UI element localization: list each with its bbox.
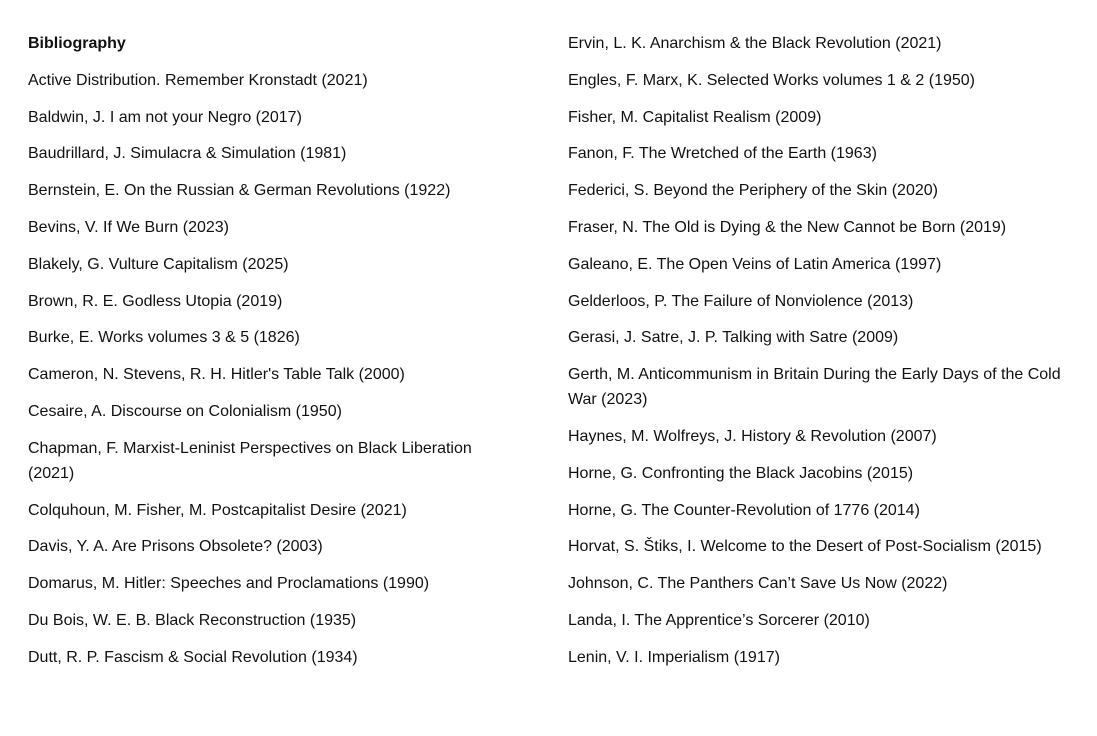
- bibliography-entry: Blakely, G. Vulture Capitalism (2025): [28, 255, 289, 273]
- bibliography-entry: Gerasi, J. Satre, J. P. Talking with Satre (2009): [568, 329, 899, 347]
- bibliography-heading: Bibliography: [28, 35, 126, 52]
- bibliography-entry: Engles, F. Marx, K. Selected Works volumes 1 & 2 (1950): [568, 71, 975, 89]
- bibliography-entry: Du Bois, W. E. B. Black Reconstruction (1935): [28, 611, 357, 629]
- bibliography-left-column: [28, 31, 518, 682]
- bibliography-entry: Landa, I. The Apprentice’s Sorcerer (2010): [568, 611, 870, 629]
- bibliography-entry: Burke, E. Works volumes 3 & 5 (1826): [28, 329, 300, 347]
- bibliography-entry: Chapman, F. Marxist-Leninist Perspectives on Black Liberation (2021): [28, 439, 472, 482]
- bibliography-entry: Lenin, V. I. Imperialism (1917): [568, 648, 780, 666]
- bibliography-entry: Dutt, R. P. Fascism & Social Revolution (1934): [28, 648, 358, 666]
- bibliography-entry: Baudrillard, J. Simulacra & Simulation (1981): [28, 145, 347, 163]
- bibliography-entry: Horne, G. Confronting the Black Jacobins (2015): [568, 464, 914, 482]
- bibliography-entry: Galeano, E. The Open Veins of Latin America (1997): [568, 255, 942, 273]
- bibliography-right-column: [568, 31, 1068, 682]
- bibliography-entry: Bernstein, E. On the Russian & German Revolutions (1922): [28, 182, 451, 200]
- bibliography-entry: Davis, Y. A. Are Prisons Obsolete? (2003): [28, 538, 323, 556]
- bibliography-entry: Fraser, N. The Old is Dying & the New Cannot be Born (2019): [568, 218, 1007, 236]
- bibliography-entry: Federici, S. Beyond the Periphery of the Skin (2020): [568, 182, 938, 200]
- bibliography-entry: Horvat, S. Štiks, I. Welcome to the Desert of Post-Socialism (2015): [568, 538, 1042, 556]
- bibliography-entry: Fisher, M. Capitalist Realism (2009): [568, 108, 822, 126]
- bibliography-entry: Active Distribution. Remember Kronstadt (2021): [28, 71, 368, 89]
- bibliography-entry: Brown, R. E. Godless Utopia (2019): [28, 292, 283, 310]
- bibliography-entry: Baldwin, J. I am not your Negro (2017): [28, 108, 302, 126]
- bibliography-entry: Cesaire, A. Discourse on Colonialism (1950): [28, 402, 342, 420]
- bibliography-entry: Haynes, M. Wolfreys, J. History & Revolution (2007): [568, 427, 937, 445]
- bibliography-entry: Horne, G. The Counter-Revolution of 1776 (2014): [568, 501, 920, 519]
- bibliography-entry: Ervin, L. K. Anarchism & the Black Revolution (2021): [568, 35, 942, 52]
- bibliography-entry: Domarus, M. Hitler: Speeches and Proclamations (1990): [28, 575, 430, 593]
- bibliography-entry: Gelderloos, P. The Failure of Nonviolence (2013): [568, 292, 914, 310]
- bibliography-entry: Gerth, M. Anticommunism in Britain During the Early Days of the Cold War (2023): [568, 366, 1061, 409]
- bibliography-entry: Johnson, C. The Panthers Can’t Save Us Now (2022): [568, 575, 948, 593]
- bibliography-entry: Cameron, N. Stevens, R. H. Hitler's Table Talk (2000): [28, 366, 405, 384]
- bibliography-entry: Bevins, V. If We Burn (2023): [28, 218, 229, 236]
- bibliography-entry: Fanon, F. The Wretched of the Earth (1963): [568, 145, 877, 163]
- bibliography-entry: Colquhoun, M. Fisher, M. Postcapitalist Desire (2021): [28, 501, 407, 519]
